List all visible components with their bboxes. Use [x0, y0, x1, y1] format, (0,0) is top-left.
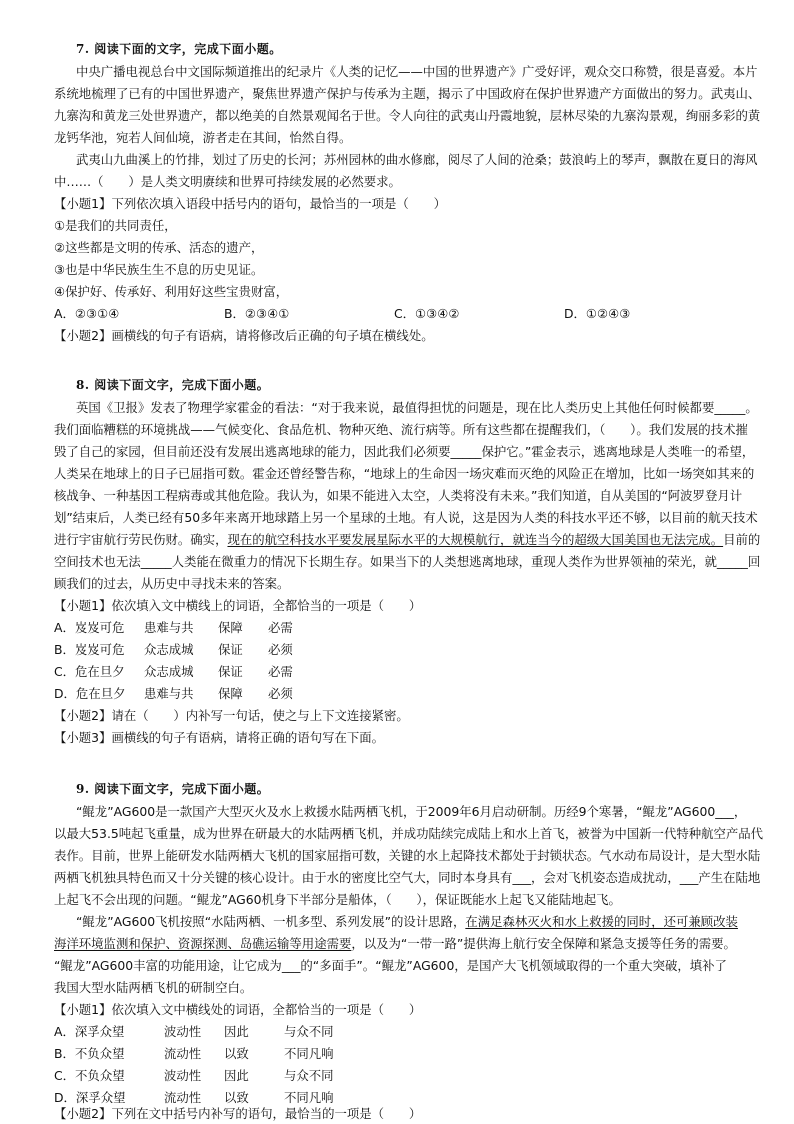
option-word: 必须 — [268, 642, 293, 657]
q7-options — [54, 306, 744, 322]
option-word: 必需 — [268, 664, 293, 679]
q7-paragraph-line: 武夷山九曲溪上的竹排，划过了历史的长河；苏州园林的曲水修廊，阅尽了人间的沧桑；鼓浪屿上的琴声，飘散在夏日的海风 — [76, 152, 758, 167]
q9-option-c[interactable] — [54, 1068, 744, 1084]
q7-paragraph-line: 中……（ ）是人类文明赓续和世界可持续发展的必然要求。 — [54, 174, 401, 189]
option-word: 患难与共 — [144, 686, 194, 701]
q7-paragraph-line: 龙钙华池，宛若人间仙境，游者走在其间，怡然自得。 — [54, 130, 352, 145]
q8-option-c[interactable] — [54, 664, 744, 680]
option-word: 众志成城 — [144, 664, 194, 679]
q8-header: 8. 阅读下面文字，完成下面小题。 — [76, 378, 270, 392]
option-word: 必需 — [268, 620, 293, 635]
option-word: 与众不同 — [284, 1024, 334, 1039]
q7-item: ③也是中华民族生生不息的历史见证。 — [54, 262, 264, 277]
q8-option-d[interactable] — [54, 686, 744, 702]
q9-text-segment: “鲲龙”AG600飞机按照“水陆两栖、一机多型、系列发展”的设计思路， — [76, 914, 466, 929]
q9-paragraph-line — [76, 914, 766, 930]
option-word: 以致 — [224, 1046, 249, 1061]
option-word: 与众不同 — [284, 1068, 334, 1083]
q9-underlined-sentence: 海洋环境监测和保护、资源探测、岛礁运输等用途需要 — [54, 936, 352, 951]
option-word: 以致 — [224, 1090, 249, 1105]
q9-underlined-sentence: 在满足森林灭火和水上救援的同时，还可兼顾改装 — [465, 914, 738, 929]
option-word: 保障 — [218, 620, 243, 635]
q9-paragraph-line: 以最大53.5吨起飞重量，成为世界在研最大的水陆两栖飞机，并成功陆续完成陆上和水上首飞，被誉为中国新一代特种航空产品代 — [54, 826, 764, 841]
q7-option-c[interactable]: C．①③④② — [394, 306, 460, 321]
option-word: 因此 — [224, 1024, 249, 1039]
option-word: 流动性 — [164, 1046, 202, 1061]
q9-subquestion-1: 【小题1】依次填入文中横线处的词语，全都恰当的一项是（ ） — [54, 1002, 422, 1017]
q8-paragraph-line: 顾我们的过去，从历史中寻找未来的答案。 — [54, 576, 290, 591]
q7-option-a[interactable]: A．②③①④ — [54, 306, 120, 321]
option-word: A．深孚众望 — [54, 1024, 125, 1039]
q8-paragraph-line: 英国《卫报》发表了物理学家霍金的看法：“对于我来说，最值得担忧的问题是，现在比人类历史上其他任何时候都要_____。 — [76, 400, 758, 415]
q8-paragraph-line — [54, 532, 761, 548]
option-word: A．岌岌可危 — [54, 620, 125, 635]
q9-subquestion-2: 【小题2】下列在文中括号内补写的语句，最恰当的一项是（ ） — [54, 1106, 422, 1121]
q7-subquestion-2: 【小题2】画横线的句子有语病，请将修改后正确的句子填在横线处。 — [54, 328, 434, 343]
q7-item: ②这些都是文明的传承、活态的遗产， — [54, 240, 264, 255]
option-word: 保证 — [218, 664, 243, 679]
q7-paragraph-line: 九寨沟和黄龙三处世界遗产，都以绝美的自然景观闻名于世。令人向往的武夷山丹霞地貌，层林尽染的九寨沟景观，绚丽多彩的黄 — [54, 108, 761, 123]
q9-paragraph-line: “鲲龙”AG600是一款国产大型灭火及水上救援水陆两栖飞机，于2009年6月启动研制。历经9个寒暑，“鲲龙”AG600___， — [76, 804, 747, 819]
option-word: D．深孚众望 — [54, 1090, 126, 1105]
q9-paragraph-line — [54, 936, 744, 952]
q8-subquestion-2: 【小题2】请在（ ）内补写一句话，使之与上下文连接紧密。 — [54, 708, 409, 723]
q9-paragraph-line: “鲲龙”AG600丰富的功能用途，让它成为___的“多面手”。“鲲龙”AG600，是国产大飞机领域取得的一个重大突破，填补了 — [54, 958, 727, 973]
option-word: 众志成城 — [144, 642, 194, 657]
q9-header: 9. 阅读下面文字，完成下面小题。 — [76, 782, 270, 796]
option-word: 波动性 — [164, 1068, 202, 1083]
q9-paragraph-line: 表作。目前，世界上能研发水陆两栖大飞机的国家屈指可数，关键的水上起降技术都处于封锁状态。气水动布局设计，是大型水陆 — [54, 848, 761, 863]
q7-subquestion-1: 【小题1】下列依次填入语段中括号内的语句，最恰当的一项是（ ） — [54, 196, 446, 211]
option-word: 必须 — [268, 686, 293, 701]
q7-option-d[interactable]: D．①②④③ — [564, 306, 631, 321]
q7-paragraph-line: 中央广播电视总台中文国际频道推出的纪录片《人类的记忆——中国的世界遗产》广受好评，观众交口称赞，很是喜爱。本片 — [76, 64, 758, 79]
q8-paragraph-line: 毁了自己的家园，但目前还没有发展出逃离地球的能力，因此我们必须要_____保护它。”霍金表示，逃离地球是人类唯一的希望， — [54, 444, 755, 459]
option-word: 因此 — [224, 1068, 249, 1083]
option-word: C．危在旦夕 — [54, 664, 125, 679]
q8-option-a[interactable] — [54, 620, 744, 636]
option-word: 不同凡响 — [284, 1046, 334, 1061]
option-word: 患难与共 — [144, 620, 194, 635]
q8-option-b[interactable] — [54, 642, 744, 658]
q8-paragraph-line: 核战争、一种基因工程病毒或其他危险。我认为，如果不能进入太空，人类将没有未来。”我们知道，自从美国的“阿波罗登月计 — [54, 488, 743, 503]
q7-option-b[interactable]: B．②③④① — [224, 306, 290, 321]
q9-paragraph-line: 我国大型水陆两栖飞机的研制空白。 — [54, 980, 253, 995]
option-word: C．不负众望 — [54, 1068, 125, 1083]
q9-paragraph-line: 上起飞不会出现的问题。“鲲龙”AG60机身下半部分是船体，（ ），保证既能水上起飞又能陆地起飞。 — [54, 892, 621, 907]
option-word: 流动性 — [164, 1090, 202, 1105]
q9-option-b[interactable] — [54, 1046, 744, 1062]
q8-subquestion-1: 【小题1】依次填入文中横线上的词语，全都恰当的一项是（ ） — [54, 598, 422, 613]
q8-paragraph-line: 人类呆在地球上的日子已屈指可数。霍金还曾经警告称，“地球上的生命因一场灾难而灭绝的风险正在增加，比如一场突如其来的 — [54, 466, 755, 481]
q7-item: ④保护好、传承好、利用好这些宝贵财富， — [54, 284, 289, 299]
q9-option-a[interactable] — [54, 1024, 744, 1040]
q8-subquestion-3: 【小题3】画横线的句子有语病，请将正确的语句写在下面。 — [54, 730, 385, 745]
q9-option-d[interactable] — [54, 1090, 744, 1106]
q9-text-segment: ，以及为“一带一路”提供海上航行安全保障和紧急支援等任务的需要。 — [351, 936, 736, 951]
option-word: B．不负众望 — [54, 1046, 125, 1061]
option-word: B．岌岌可危 — [54, 642, 125, 657]
q8-paragraph-line: 空间技术也无法_____人类能在微重力的情况下长期生存。如果当下的人类想逃离地球，重现人类作为世界领袖的荣光，就_____回 — [54, 554, 761, 569]
option-word: 保证 — [218, 642, 243, 657]
q7-paragraph-line: 系统地梳理了已有的中国世界遗产，聚焦世界遗产保护与传承为主题，揭示了中国政府在保护世界遗产方面做出的努力。武夷山、 — [54, 86, 761, 101]
option-word: 保障 — [218, 686, 243, 701]
option-word: 不同凡响 — [284, 1090, 334, 1105]
option-word: 波动性 — [164, 1024, 202, 1039]
q8-text-segment: 目前的 — [723, 532, 761, 547]
q7-item: ①是我们的共同责任， — [54, 218, 177, 233]
q8-underlined-sentence: 现在的航空科技水平要发展星际水平的大规模航行，就连当今的超级大国美国也无法完成。 — [227, 532, 724, 547]
option-word: D．危在旦夕 — [54, 686, 126, 701]
q8-paragraph-line: 划”结束后，人类已经有50多年来离开地球踏上另一个星球的土地。有人说，这是因为人类的科技水平还不够，以目前的航天技术 — [54, 510, 758, 525]
q8-paragraph-line: 我们面临糟糕的环境挑战——气候变化、食品危机、物种灭绝、流行病等。所有这些都在提醒我们，（ ）。我们发展的技术摧 — [54, 422, 748, 437]
q7-header: 7. 阅读下面的文字，完成下面小题。 — [76, 42, 282, 56]
q8-text-segment: 进行宇宙航行劳民伤财。确实， — [54, 532, 228, 547]
q9-paragraph-line: 两栖飞机独具特色而又十分关键的核心设计。由于水的密度比空气大，同时本身具有___，会对飞机姿态造成扰动，___产生在陆地 — [54, 870, 761, 885]
